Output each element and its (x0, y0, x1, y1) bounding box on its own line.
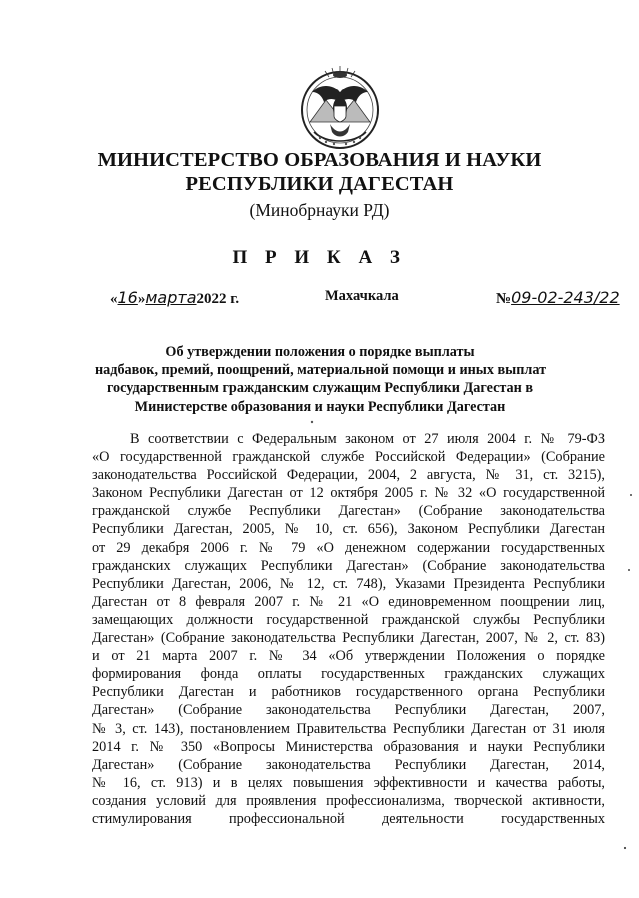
body-line: В соответствии с Федеральным законом от 27 июля 2004 г. № 79-ФЗ (130, 431, 605, 447)
order-city: Махачкала (325, 288, 399, 304)
body-line: и от 21 марта 2007 г. № 34 «Об утверждении Положения о порядке (92, 648, 605, 665)
ministry-name-line-2: РЕСПУБЛИКИ ДАГЕСТАН (185, 173, 454, 195)
subject-line: Министерстве образования и науки Республики Дагестан (134, 398, 506, 415)
date-year: 2022 г. (196, 291, 240, 307)
subject-line: надбавок, премий, поощрений, материальной помощи и иных выплат (95, 362, 547, 379)
date-quote-close: » (137, 291, 146, 307)
ministry-name-line-1: МИНИСТЕРСТВО ОБРАЗОВАНИЯ И НАУКИ (97, 149, 542, 171)
date-month-handwritten: марта (145, 288, 197, 307)
subject-line: Об утверждении положения о порядке выплаты (165, 344, 475, 360)
order-number-handwritten: 09-02-243/22 (511, 288, 620, 307)
ministry-short-name: (Минобрнауки РД) (249, 200, 390, 220)
body-line: стимулирования профессиональной деятельности государственных (92, 810, 605, 827)
body-line: Республики Дагестан, 2006, № 12, ст. 748), Указами Президента Республики (92, 575, 605, 592)
body-line: Дагестан» (Собрание законодательства Республики Дагестан, 2007, (92, 702, 605, 719)
document-type-title: П Р И К А З (232, 247, 407, 268)
body-line: № 16, ст. 913) и в целях повышения эффективности и качества работы, (92, 774, 605, 791)
body-line: от 29 декабря 2006 г. № 79 «О денежном содержании государственных (92, 539, 605, 556)
order-number-prefix: № (496, 291, 512, 307)
body-line: Республики Дагестан и работников государственного органа Республики (92, 684, 605, 701)
body-line: создания условий для проявления профессионализма, творческой активности, (92, 792, 605, 809)
body-line: № 3, ст. 143), постановлением Правительства Республики Дагестан от 31 июля (92, 720, 605, 737)
subject-line: государственным гражданским служащим Республики Дагестан в (106, 380, 534, 397)
date-day-handwritten: 16 (117, 288, 138, 307)
body-line: гражданских служащих Республики Дагестан» (Собрание законодательства (92, 557, 605, 574)
body-line: Законом Республики Дагестан от 12 октября 2005 г. № 32 «О государственной (92, 485, 605, 502)
order-number (496, 288, 620, 308)
body-line: Дагестан» (Собрание законодательства Республики Дагестан, 2014, (92, 756, 605, 773)
order-date (110, 288, 239, 308)
body-line: Дагестан» (Собрание законодательства Республики Дагестан, 2007, № 2, ст. 83) (92, 630, 605, 647)
body-line: законодательства Российской Федерации, 2004, 2 августа, № 31, ст. 3215), (92, 467, 605, 484)
coat-of-arms-emblem (296, 62, 384, 154)
date-quote-open: « (110, 291, 118, 307)
body-line: Дагестан от 8 февраля 2007 г. № 21 «О единовременном поощрении лиц, (92, 593, 605, 610)
body-line: «О государственной гражданской службе Российской Федерации» (Собрание (92, 449, 605, 466)
order-body-text (92, 430, 605, 828)
body-line: Республики Дагестан, 2005, № 10, ст. 656), Законом Республики Дагестан (92, 521, 605, 538)
body-line: 2014 г. № 350 «Вопросы Министерства образования и науки Республики (92, 738, 605, 755)
body-line: замещающих должности государственной гражданской службы Республики (92, 611, 605, 628)
order-subject (95, 343, 545, 416)
body-line: формирования фонда оплаты государственных гражданских служащих (92, 666, 605, 683)
body-line: гражданской службе Республики Дагестан» (Собрание законодательства (92, 503, 605, 520)
